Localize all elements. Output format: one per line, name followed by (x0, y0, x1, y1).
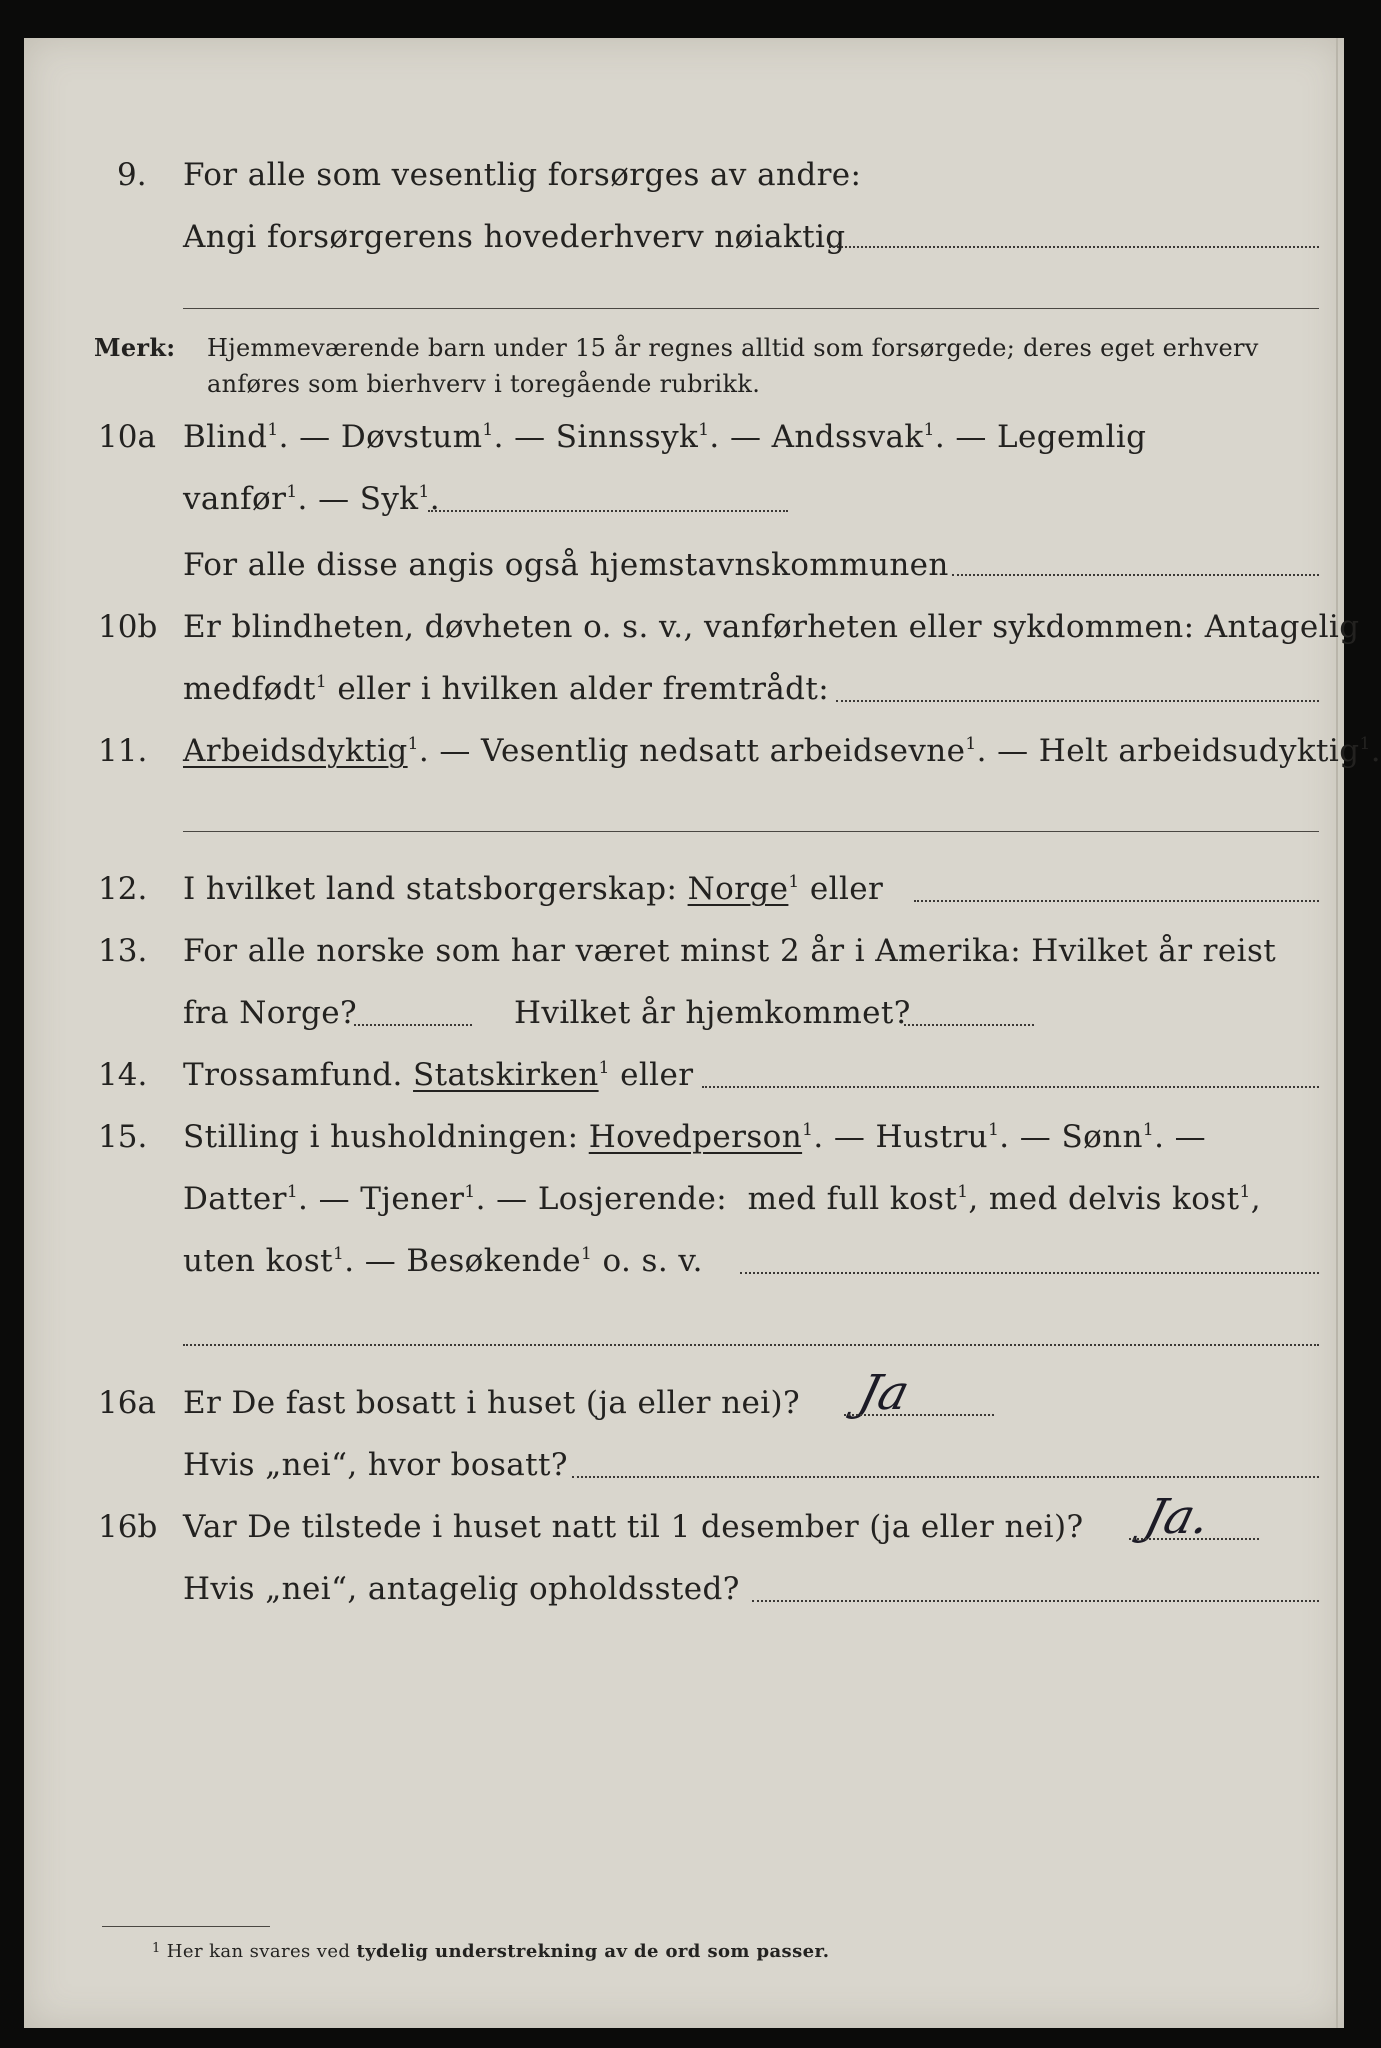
q10a-opt-sinnssyk[interactable]: Sinnssyk (555, 419, 699, 455)
q15-number: 15. (98, 1119, 148, 1155)
q9-answer-line-2[interactable] (183, 308, 1319, 309)
q13-line1: For alle norske som har været minst 2 år i Amerika: Hvilket år reist (183, 933, 1277, 969)
q9-line2: Angi forsørgerens hovederhverv nøiaktig (183, 219, 846, 255)
q14-opt-statskirken[interactable]: Statskirken (413, 1057, 599, 1093)
census-form-page (24, 38, 1381, 2028)
q10b-number: 10b (98, 609, 158, 645)
q16a-line1: Er De fast bosatt i huset (ja eller nei)? (183, 1385, 801, 1421)
q16b-answer-line[interactable] (1129, 1538, 1259, 1540)
q13-line2a: fra Norge? (183, 995, 358, 1031)
q10a-line3: For alle disse angis også hjemstavnskommunen (183, 547, 949, 583)
q15-line1: Stilling i husholdningen: Hovedperson$^1$. — Hustru$^1$. — Sønn$^1$. — (183, 1119, 1207, 1155)
q16b-opholdssted-line[interactable] (752, 1600, 1319, 1602)
q15-line3: uten kost$^1$. — Besøkende$^1$ o. s. v. (183, 1243, 703, 1279)
footnote-rule (102, 1926, 270, 1927)
q10b-answer-line[interactable] (836, 700, 1319, 702)
q15-opt-full-kost[interactable]: med full kost (747, 1181, 958, 1217)
q15-answer-line-2[interactable] (183, 1344, 1319, 1346)
q9-answer-line[interactable] (829, 246, 1319, 248)
q15-opt-datter[interactable]: Datter (183, 1181, 287, 1217)
q10a-opt-blind[interactable]: Blind (183, 419, 268, 455)
q15-answer-line[interactable] (740, 1272, 1319, 1274)
q15-opt-sonn[interactable]: Sønn (1061, 1119, 1143, 1155)
q15-line2: Datter$^1$. — Tjener$^1$. — Losjerende: med full kost$^1$, med delvis kost$^1$, (183, 1181, 1261, 1217)
q11-line: Arbeidsdyktig$^1$. — Vesentlig nedsatt arbeidsevne$^1$. — Helt arbeidsudyktig$^1$. (183, 733, 1381, 769)
q15-opt-hustru[interactable]: Hustru (875, 1119, 989, 1155)
q10a-opt-andssvak[interactable]: Andssvak (771, 419, 924, 455)
q12-line: I hvilket land statsborgerskap: Norge$^1$ eller (183, 871, 884, 907)
q10b-line1: Er blindheten, døvheten o. s. v., vanførheten eller sykdommen: Antagelig (183, 609, 1360, 645)
q10a-line2: vanfør$^1$. — Syk$^1$. (183, 481, 440, 517)
q12-number: 12. (98, 871, 148, 907)
q12-answer-line[interactable] (914, 900, 1319, 902)
q12-opt-norge[interactable]: Norge (687, 871, 789, 907)
q16b-line2: Hvis „nei“, antagelig opholdssted? (183, 1571, 740, 1607)
q13-number: 13. (98, 933, 148, 969)
merk-line2: anføres som bierhverv i toregående rubrikk. (207, 370, 761, 398)
q16a-number: 16a (98, 1385, 156, 1421)
q16b-line1: Var De tilstede i huset natt til 1 desember (ja eller nei)? (183, 1509, 1084, 1545)
q11-answer-line[interactable] (183, 831, 1319, 832)
q14-answer-line[interactable] (702, 1086, 1319, 1088)
q14-number: 14. (98, 1057, 148, 1093)
q10b-line2: medfødt$^1$ eller i hvilken alder fremtrådt: (183, 671, 830, 707)
footnote: $^1$ Her kan svares ved tydelig understrekning av de ord som passer. (152, 1941, 830, 1962)
q11-opt-nedsatt[interactable]: Vesentlig nedsatt arbeidsevne (481, 733, 966, 769)
q10a-line1: Blind$^1$. — Døvstum$^1$. — Sinnssyk$^1$. — Andssvak$^1$. — Legemlig (183, 419, 1147, 455)
q16a-answer-handwritten: Ja (853, 1365, 915, 1421)
q15-opt-delvis-kost[interactable]: med delvis kost (988, 1181, 1240, 1217)
q15-opt-tjener[interactable]: Tjener (360, 1181, 465, 1217)
merk-label: Merk: (94, 333, 176, 362)
q15-opt-losjerende[interactable]: Losjerende: (537, 1181, 728, 1217)
q13-hjemkommet-line[interactable] (904, 1024, 1034, 1026)
q9-number: 9. (117, 157, 147, 193)
q16a-bosatt-line[interactable] (572, 1476, 1319, 1478)
q16b-number: 16b (98, 1509, 158, 1545)
q15-opt-hovedperson[interactable]: Hovedperson (588, 1119, 803, 1155)
q11-opt-arbeidsdyktig[interactable]: Arbeidsdyktig (183, 733, 408, 769)
q10a-hjemstavn-line[interactable] (952, 574, 1319, 576)
q13-line2b: Hvilket år hjemkommet? (514, 995, 911, 1031)
q15-opt-besokende[interactable]: Besøkende (406, 1243, 582, 1279)
q10a-opt-vanfor[interactable]: vanfør (183, 481, 287, 517)
q16a-line2: Hvis „nei“, hvor bosatt? (183, 1447, 568, 1483)
merk-line1: Hjemmeværende barn under 15 år regnes alltid som forsørgede; deres eget erhverv (207, 334, 1259, 362)
q16b-answer-handwritten: Ja. (1139, 1489, 1217, 1545)
q10a-number: 10a (98, 419, 156, 455)
q14-line: Trossamfund. Statskirken$^1$ eller (183, 1057, 694, 1093)
q10a-opt-syk[interactable]: Syk (359, 481, 419, 517)
q10b-opt-medfodt[interactable]: medfødt (183, 671, 316, 707)
q10a-opt-legemlig[interactable]: Legemlig (997, 419, 1147, 455)
q16a-answer-line[interactable] (844, 1414, 994, 1416)
q11-opt-udyktig[interactable]: Helt arbeidsudyktig (1038, 733, 1360, 769)
q13-reist-line[interactable] (354, 1024, 472, 1026)
q15-opt-uten-kost[interactable]: uten kost (183, 1243, 334, 1279)
q10a-answer-line[interactable] (428, 510, 788, 512)
q10a-opt-dovstum[interactable]: Døvstum (340, 419, 483, 455)
q11-number: 11. (98, 733, 148, 769)
q9-line1: For alle som vesentlig forsørges av andre: (183, 157, 862, 193)
page-edge (1336, 38, 1338, 2028)
